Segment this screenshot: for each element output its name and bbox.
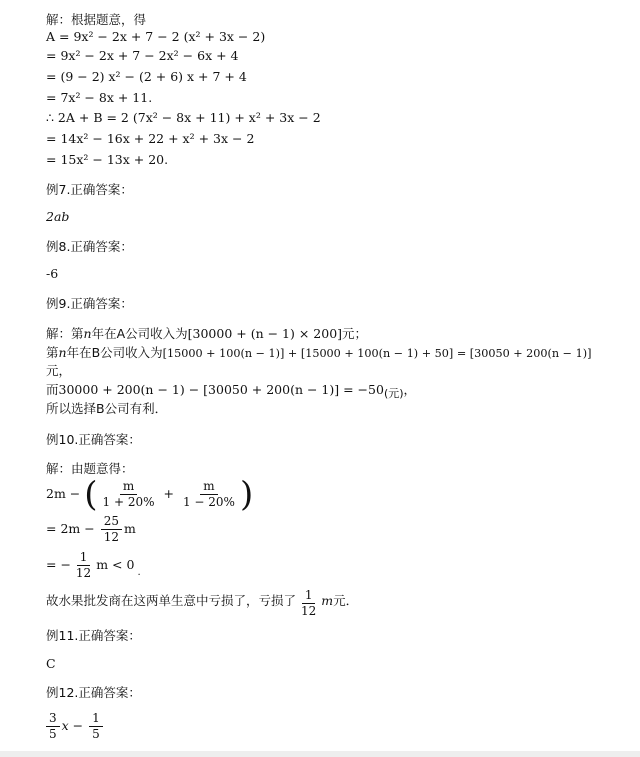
ex7-answer: 2ab	[46, 209, 70, 224]
ex10-line-2	[46, 512, 136, 546]
ex9-line-1-expr: [30000 + (n − 1) × 200]	[187, 326, 343, 341]
ex10-fraction-5-numerator: 1	[302, 588, 316, 604]
ex9-line-4-unit: (元)	[383, 387, 404, 400]
ex10-fraction-3	[101, 514, 122, 545]
ex10-fraction-5-denominator: 12	[301, 604, 317, 618]
ex11-heading: 例11.正确答案：	[46, 628, 141, 643]
ex9-line-4-prefix: 而	[46, 382, 59, 397]
ex10-fraction-2-numerator: m	[200, 479, 217, 495]
ex9-line-1-n: n	[83, 326, 92, 341]
ex7-heading: 例7.正确答案：	[46, 182, 133, 197]
ex10-fraction-4-numerator: 1	[77, 550, 91, 566]
ex9-line-2-mid: 年在B公司收入为	[66, 345, 163, 360]
ex9-line-2-expr: [15000 + 100(n − 1)] + [15000 + 100(n − 1) + 50] = [30050 + 200(n − 1)]	[162, 347, 592, 360]
ex10-line-3-ineq: m < 0	[96, 557, 135, 572]
ex9-line-3: 元，	[46, 363, 72, 378]
ex12-fraction-2	[89, 711, 103, 742]
ex9-line-5: 所以选择B公司有利．	[46, 401, 168, 416]
ex10-line-3-dot: .	[137, 567, 141, 578]
ex10-fraction-5	[298, 588, 319, 619]
ex10-fraction-3-denominator: 12	[103, 530, 119, 544]
ex10-left-paren: (	[84, 474, 98, 515]
ex6-line-5: ∴ 2A + B = 2 (7x² − 8x + 11) + x² + 3x − 2	[46, 110, 321, 125]
ex12-fraction-1-denominator: 5	[49, 727, 57, 741]
ex6-intro: 解：根据题意，得	[46, 12, 147, 27]
ex10-conclusion-var: m	[321, 593, 334, 608]
ex10-line-1	[46, 474, 254, 515]
ex10-plus: +	[163, 486, 174, 501]
ex10-fraction-2-denominator: 1 − 20%	[182, 495, 235, 509]
ex9-line-1-suffix: 元；	[342, 326, 368, 341]
ex9-line-2-prefix: 第	[46, 345, 59, 360]
ex8-heading: 例8.正确答案：	[46, 239, 133, 254]
ex12-heading: 例12.正确答案：	[46, 685, 141, 700]
ex10-line-3-prefix: = −	[46, 557, 71, 572]
ex9-line-4	[46, 382, 416, 402]
ex10-fraction-4	[73, 550, 94, 581]
ex10-heading: 例10.正确答案：	[46, 432, 141, 447]
ex8-answer: -6	[46, 266, 59, 281]
ex6-line-6: = 14x² − 16x + 22 + x² + 3x − 2	[46, 131, 255, 146]
ex10-intro: 解：由题意得：	[46, 461, 134, 476]
ex9-heading: 例9.正确答案：	[46, 296, 133, 311]
ex10-fraction-1-numerator: m	[120, 479, 137, 495]
ex9-line-4-expr: 30000 + 200(n − 1) − [30050 + 200(n − 1)] = −50	[58, 382, 384, 397]
ex12-fraction-1	[46, 711, 60, 742]
ex10-line-2-var: m	[123, 521, 136, 536]
ex10-fraction-2	[180, 479, 238, 510]
ex12-var: x −	[61, 718, 84, 733]
ex12-answer	[46, 708, 105, 744]
ex6-line-7: = 15x² − 13x + 20.	[46, 152, 169, 167]
ex6-line-4: = 7x² − 8x + 11.	[46, 90, 153, 105]
ex10-conclusion-suffix: 元．	[333, 593, 359, 608]
ex9-line-1-mid: 年在A公司收入为	[91, 326, 188, 341]
ex10-line-1-prefix: 2m −	[46, 486, 81, 501]
page-bottom-divider	[0, 751, 640, 757]
ex12-fraction-2-numerator: 1	[89, 711, 103, 727]
ex12-fraction-2-denominator: 5	[92, 727, 100, 741]
ex10-fraction-1-denominator: 1 + 20%	[102, 495, 155, 509]
ex10-line-2-prefix: = 2m −	[46, 521, 95, 536]
ex10-conclusion	[46, 584, 358, 619]
ex9-line-2-n: n	[58, 345, 67, 360]
ex12-fraction-1-numerator: 3	[46, 711, 60, 727]
ex6-line-2: = 9x² − 2x + 7 − 2x² − 6x + 4	[46, 48, 239, 63]
ex10-fraction-1	[100, 479, 158, 510]
ex9-line-4-suffix: ，	[403, 382, 417, 397]
ex10-fraction-4-denominator: 12	[75, 566, 92, 580]
ex9-line-2	[46, 345, 591, 362]
ex9-line-1	[46, 326, 367, 342]
ex10-fraction-3-numerator: 25	[101, 514, 122, 530]
ex10-right-paren: )	[239, 474, 254, 515]
ex9-line-1-prefix: 解：第	[46, 326, 84, 341]
ex11-answer: C	[46, 656, 56, 671]
ex6-line-3: = (9 − 2) x² − (2 + 6) x + 7 + 4	[46, 69, 247, 84]
ex6-line-1: A = 9x² − 2x + 7 − 2 (x² + 3x − 2)	[46, 29, 266, 44]
ex10-conclusion-prefix: 故水果批发商在这两单生意中亏损了，亏损了	[46, 593, 297, 608]
